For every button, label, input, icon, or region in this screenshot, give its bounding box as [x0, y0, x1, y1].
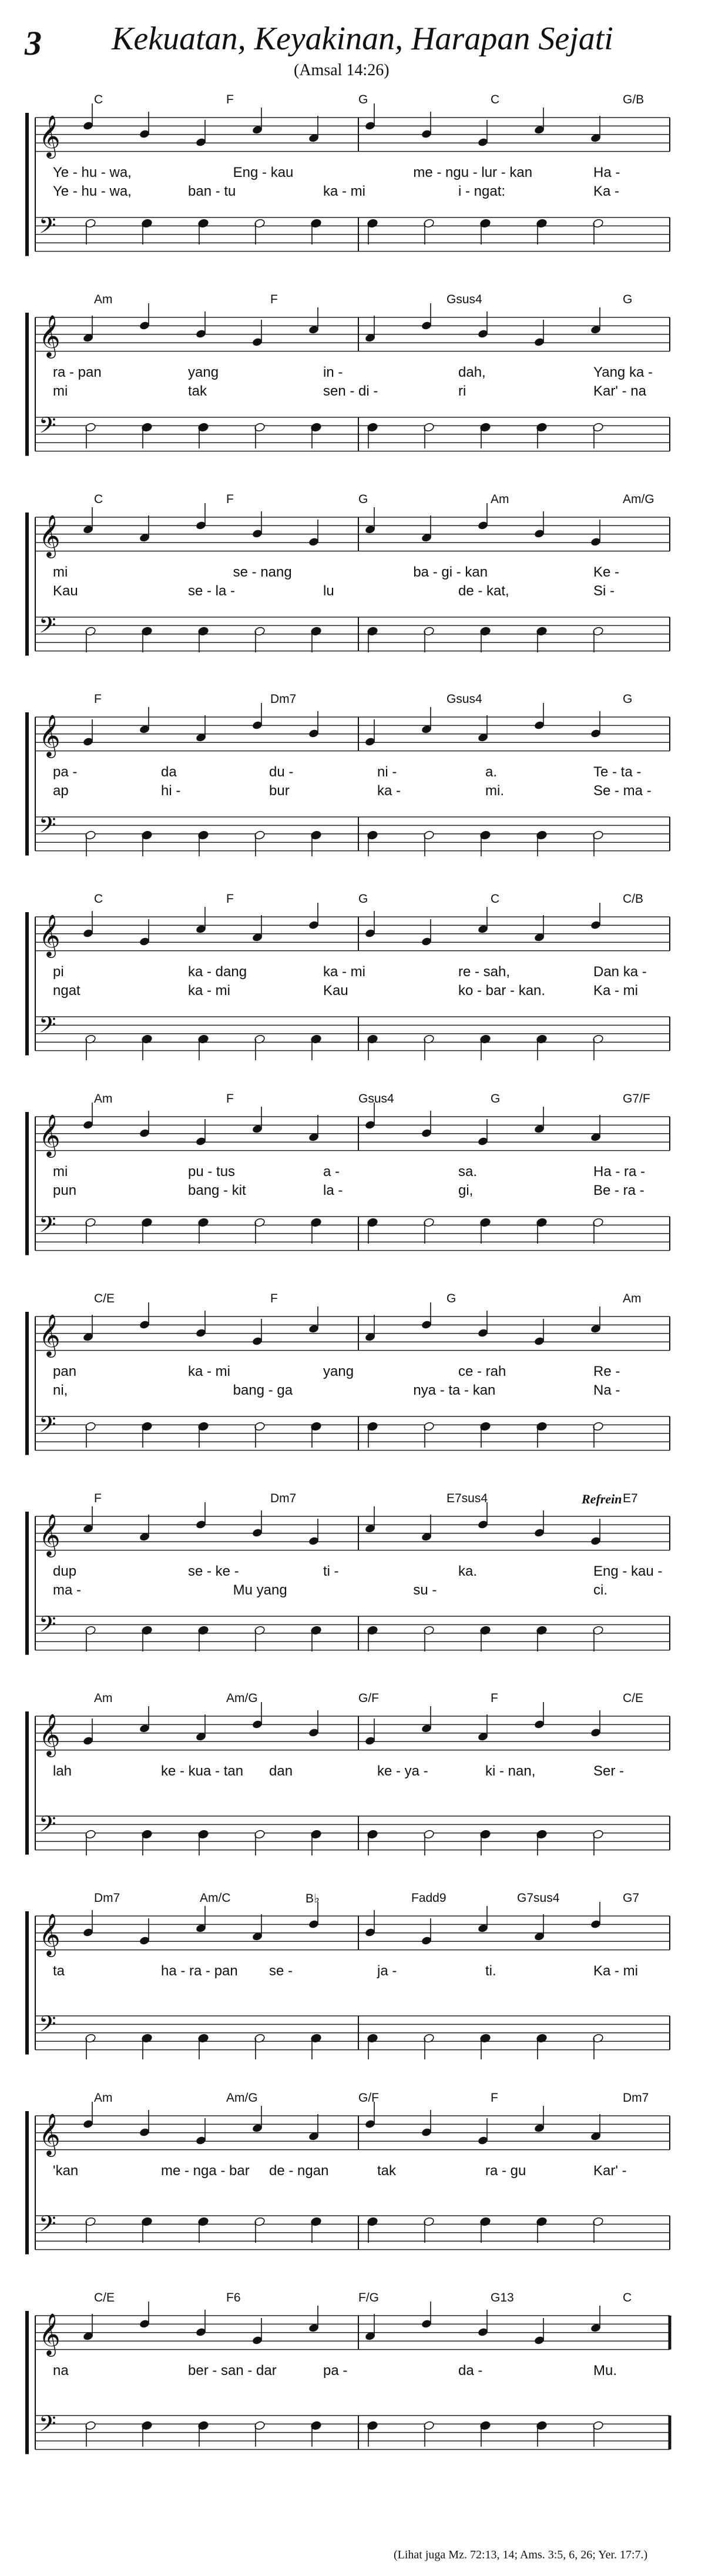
lyric-verse-1: mi: [53, 1164, 68, 1180]
treble-clef-icon: 𝄞: [39, 1313, 61, 1356]
treble-clef-icon: 𝄞: [39, 1713, 61, 1756]
chord-symbol: G: [358, 892, 368, 906]
lyric-verse-1: Te - ta -: [593, 764, 642, 780]
lyric-verse-1: ce - rah: [458, 1364, 506, 1379]
lyric-verse-2: pun: [53, 1183, 77, 1198]
footnote-references: (Lihat juga Mz. 72:13, 14; Ams. 3:5, 6, 26; Yer. 17:7.): [394, 2548, 648, 2561]
lyric-verse-2: la -: [323, 1183, 343, 1198]
lyric-verse-1: da: [161, 764, 177, 780]
music-system: [0, 887, 705, 1081]
chord-symbol: C/B: [623, 892, 644, 906]
chord-symbol: G: [358, 93, 368, 106]
bass-staff: [35, 212, 670, 252]
chord-symbol: E7sus4: [446, 1492, 488, 1505]
lyric-verse-1: pa -: [323, 2363, 348, 2379]
lyric-verse-1: 'kan: [53, 2163, 79, 2179]
lyric-verse-1: Ha -: [593, 165, 620, 180]
treble-staff: [35, 114, 670, 159]
music-system: [0, 1087, 705, 1281]
lyric-verse-1: Eng - kau: [233, 165, 294, 180]
chord-symbol: F: [226, 493, 234, 506]
lyric-verse-2: hi -: [161, 783, 181, 799]
bass-staff: [35, 412, 670, 451]
hymn-title: Kekuatan, Keyakinan, Harapan Sejati: [112, 21, 613, 57]
chord-symbol: Gsus4: [446, 293, 482, 306]
treble-clef-icon: 𝄞: [39, 1513, 61, 1556]
lyric-verse-2: lu: [323, 583, 334, 599]
lyric-verse-1: ti -: [323, 1563, 339, 1579]
lyric-verse-2: ko - bar - kan.: [458, 983, 546, 999]
lyric-verse-2: ka - mi: [188, 983, 230, 999]
lyric-verse-2: Kau: [53, 583, 78, 599]
music-system: [0, 488, 705, 682]
treble-staff: [35, 1912, 670, 1957]
lyric-verse-1: dah,: [458, 364, 486, 380]
lyric-verse-2: Kau: [323, 983, 348, 999]
lyric-verse-2: mi.: [485, 783, 504, 799]
lyric-verse-2: ban - tu: [188, 183, 236, 199]
music-system: [0, 1287, 705, 1481]
bass-staff: [35, 2410, 670, 2450]
lyric-verse-1: se - ke -: [188, 1563, 239, 1579]
bass-clef-icon: 𝄢: [39, 2210, 56, 2242]
chord-symbol: G: [491, 1092, 501, 1106]
lyric-verse-1: du -: [269, 764, 294, 780]
lyric-verse-1: mi: [53, 564, 68, 580]
chord-symbol: F: [226, 1092, 234, 1106]
lyric-verse-1: pu - tus: [188, 1164, 236, 1180]
lyric-verse-1: Ser -: [593, 1763, 625, 1779]
lyric-verse-1: ra - pan: [53, 364, 102, 380]
lyric-verse-1: Ye - hu - wa,: [53, 165, 132, 180]
lyric-verse-1: Ha - ra -: [593, 1164, 646, 1180]
chord-symbol: C: [94, 493, 103, 506]
treble-staff: [35, 514, 670, 558]
treble-staff: [35, 2112, 670, 2157]
chord-symbol: Am/G: [226, 2091, 258, 2105]
lyric-verse-1: Kar' -: [593, 2163, 627, 2179]
lyric-verse-1: ka.: [458, 1563, 478, 1579]
lyric-verse-1: ti.: [485, 1963, 496, 1979]
chord-symbol: Dm7: [623, 2091, 649, 2105]
lyric-verse-1: ka - mi: [188, 1364, 230, 1379]
music-system: [0, 1687, 705, 1881]
bass-staff: [35, 2011, 670, 2050]
lyric-verse-1: Re -: [593, 1364, 620, 1379]
lyric-verse-1: se -: [269, 1963, 293, 1979]
lyric-verse-1: Eng - kau -: [593, 1563, 663, 1579]
chord-symbol: Gsus4: [446, 692, 482, 706]
lyric-verse-1: in -: [323, 364, 343, 380]
music-system: [0, 1487, 705, 1681]
lyric-verse-2: Se - ma -: [593, 783, 652, 799]
bass-clef-icon: 𝄢: [39, 1611, 56, 1643]
lyric-verse-1: ba - gi - kan: [413, 564, 488, 580]
music-system: [0, 2286, 705, 2480]
chord-symbol: Am: [491, 493, 509, 506]
chord-symbol: C: [94, 892, 103, 906]
chord-symbol: G13: [491, 2291, 514, 2304]
bass-clef-icon: 𝄢: [39, 1011, 56, 1043]
bass-staff: [35, 1411, 670, 1451]
lyric-verse-1: ja -: [377, 1963, 397, 1979]
lyric-verse-1: lah: [53, 1763, 72, 1779]
chord-symbol: G: [446, 1292, 456, 1305]
treble-staff: [35, 1113, 670, 1158]
lyric-verse-1: pan: [53, 1364, 77, 1379]
staff-svg: [0, 1887, 705, 2081]
bass-staff: [35, 1611, 670, 1650]
lyric-verse-1: re - sah,: [458, 964, 511, 980]
chord-symbol: C/E: [94, 2291, 115, 2304]
refrain-label: Refrein: [582, 1492, 622, 1506]
lyric-verse-2: se - la -: [188, 583, 236, 599]
treble-clef-icon: 𝄞: [39, 114, 61, 157]
chord-symbol: G: [623, 293, 633, 306]
bass-staff: [35, 1211, 670, 1251]
bass-clef-icon: 𝄢: [39, 1211, 56, 1243]
lyric-verse-2: tak: [188, 383, 207, 399]
lyric-verse-1: sa.: [458, 1164, 478, 1180]
lyric-verse-2: sen - di -: [323, 383, 378, 399]
lyric-verse-2: gi,: [458, 1183, 474, 1198]
lyric-verse-2: Mu yang: [233, 1582, 287, 1598]
lyric-verse-1: yang: [323, 1364, 354, 1379]
lyric-verse-2: Kar' - na: [593, 383, 646, 399]
lyric-verse-1: ber - san - dar: [188, 2363, 277, 2379]
lyric-verse-2: bang - kit: [188, 1183, 246, 1198]
staff-svg: [0, 2286, 705, 2480]
lyric-verse-1: ta: [53, 1963, 65, 1979]
lyric-verse-1: de - ngan: [269, 2163, 329, 2179]
lyric-verse-2: Si -: [593, 583, 615, 599]
hymn-header: [0, 0, 705, 79]
lyric-verse-2: Ka -: [593, 183, 620, 199]
lyric-verse-1: ni -: [377, 764, 397, 780]
chord-symbol: Am: [94, 2091, 113, 2105]
music-system: [0, 288, 705, 482]
chord-symbol: Am/G: [623, 493, 654, 506]
bass-staff: [35, 1811, 670, 1850]
chord-symbol: F: [94, 692, 102, 706]
bass-clef-icon: 𝄢: [39, 1811, 56, 1843]
lyric-verse-1: na: [53, 2363, 69, 2379]
lyric-verse-2: ni,: [53, 1382, 68, 1398]
lyric-verse-1: da -: [458, 2363, 483, 2379]
staff-svg: [0, 1687, 705, 1881]
chord-symbol: Dm7: [270, 692, 297, 706]
lyric-verse-1: pa -: [53, 764, 78, 780]
treble-staff: [35, 2312, 670, 2357]
music-system: [0, 688, 705, 882]
chord-symbol: C/E: [94, 1292, 115, 1305]
lyric-verse-1: dan: [269, 1763, 293, 1779]
chord-symbol: G: [623, 692, 633, 706]
lyric-verse-2: ngat: [53, 983, 80, 999]
chord-symbol: Dm7: [94, 1891, 120, 1905]
bass-clef-icon: 𝄢: [39, 2410, 56, 2442]
chord-symbol: Fadd9: [411, 1891, 446, 1905]
treble-clef-icon: 𝄞: [39, 913, 61, 956]
lyric-verse-1: ka - dang: [188, 964, 247, 980]
chord-symbol: F: [270, 1292, 278, 1305]
chord-symbol: G/F: [358, 2091, 379, 2105]
chord-symbol: C: [491, 892, 500, 906]
treble-staff: [35, 1513, 670, 1557]
bass-clef-icon: 𝄢: [39, 412, 56, 444]
chord-symbol: F6: [226, 2291, 241, 2304]
lyric-verse-1: Yang ka -: [593, 364, 653, 380]
lyric-verse-2: Be - ra -: [593, 1183, 644, 1198]
chord-symbol: F: [491, 1691, 498, 1705]
chord-symbol: Am/G: [226, 1691, 258, 1705]
treble-staff: [35, 713, 670, 758]
lyric-verse-2: ma -: [53, 1582, 81, 1598]
chord-symbol: C: [491, 93, 500, 106]
chord-symbol: Am/C: [200, 1891, 231, 1905]
chord-symbol: Am: [623, 1292, 642, 1305]
lyric-verse-2: mi: [53, 383, 68, 399]
chord-symbol: G7: [623, 1891, 640, 1905]
treble-staff: [35, 913, 670, 958]
scripture-reference: (Amsal 14:26): [294, 61, 390, 79]
staff-svg: [0, 2086, 705, 2280]
chord-symbol: C: [94, 93, 103, 106]
lyric-verse-2: su -: [413, 1582, 437, 1598]
lyric-verse-1: ki - nan,: [485, 1763, 536, 1779]
treble-clef-icon: 𝄞: [39, 1113, 61, 1156]
treble-staff: [35, 1313, 670, 1358]
lyric-verse-2: bur: [269, 783, 290, 799]
lyric-verse-1: pi: [53, 964, 64, 980]
treble-clef-icon: 𝄞: [39, 2112, 61, 2155]
bass-staff: [35, 812, 670, 851]
bass-clef-icon: 𝄢: [39, 1411, 56, 1443]
lyric-verse-2: ka - mi: [323, 183, 365, 199]
chord-symbol: B♭: [306, 1892, 320, 1905]
music-system: [0, 1887, 705, 2081]
lyric-verse-1: ra - gu: [485, 2163, 526, 2179]
lyric-verse-2: Ka - mi: [593, 983, 639, 999]
lyric-verse-2: ri: [458, 383, 466, 399]
chord-symbol: Gsus4: [358, 1092, 394, 1106]
bass-clef-icon: 𝄢: [39, 2011, 56, 2042]
treble-clef-icon: 𝄞: [39, 1912, 61, 1955]
lyric-verse-1: me - ngu - lur - kan: [413, 165, 533, 180]
chord-symbol: F: [270, 293, 278, 306]
chord-symbol: C: [623, 2291, 632, 2304]
chord-symbol: F: [94, 1492, 102, 1505]
lyric-verse-1: a -: [323, 1164, 340, 1180]
chord-symbol: E7: [623, 1492, 638, 1505]
lyric-verse-1: ha - ra - pan: [161, 1963, 238, 1979]
bass-clef-icon: 𝄢: [39, 812, 56, 843]
lyric-verse-2: i - ngat:: [458, 183, 506, 199]
lyric-verse-2: ap: [53, 783, 69, 799]
chord-symbol: F: [491, 2091, 498, 2105]
chord-symbol: Am: [94, 1691, 113, 1705]
lyric-verse-1: Ke -: [593, 564, 620, 580]
treble-staff: [35, 314, 670, 359]
chord-symbol: G7sus4: [517, 1891, 560, 1905]
lyric-verse-1: ke - ya -: [377, 1763, 428, 1779]
lyric-verse-1: dup: [53, 1563, 77, 1579]
music-system: [0, 2086, 705, 2280]
bass-clef-icon: 𝄢: [39, 212, 56, 244]
chord-symbol: C/E: [623, 1691, 644, 1705]
chord-symbol: Am: [94, 293, 113, 306]
treble-clef-icon: 𝄞: [39, 713, 61, 756]
lyric-verse-2: Na -: [593, 1382, 620, 1398]
chord-symbol: G: [358, 493, 368, 506]
lyric-verse-1: tak: [377, 2163, 397, 2179]
lyric-verse-1: ke - kua - tan: [161, 1763, 244, 1779]
treble-staff: [35, 1713, 670, 1757]
chord-symbol: F: [226, 93, 234, 106]
lyric-verse-1: Ka - mi: [593, 1963, 639, 1979]
chord-symbol: G/B: [623, 93, 644, 106]
lyric-verse-1: se - nang: [233, 564, 292, 580]
lyric-verse-1: yang: [188, 364, 219, 380]
lyric-verse-1: ka - mi: [323, 964, 365, 980]
treble-clef-icon: 𝄞: [39, 2312, 61, 2355]
chord-symbol: G7/F: [623, 1092, 650, 1106]
treble-clef-icon: 𝄞: [39, 514, 61, 557]
music-system: [0, 88, 705, 282]
lyric-verse-2: nya - ta - kan: [413, 1382, 496, 1398]
lyric-verse-1: a.: [485, 764, 498, 780]
lyric-verse-2: Ye - hu - wa,: [53, 183, 132, 199]
chord-symbol: F: [226, 892, 234, 906]
chord-symbol: Dm7: [270, 1492, 297, 1505]
treble-clef-icon: 𝄞: [39, 314, 61, 357]
chord-symbol: G/F: [358, 1691, 379, 1705]
lyric-verse-2: de - kat,: [458, 583, 509, 599]
chord-symbol: Am: [94, 1092, 113, 1106]
chord-symbol: F/G: [358, 2291, 379, 2304]
lyric-verse-1: Mu.: [593, 2363, 617, 2379]
lyric-verse-1: me - nga - bar: [161, 2163, 250, 2179]
bass-clef-icon: 𝄢: [39, 612, 56, 644]
lyric-verse-2: ci.: [593, 1582, 607, 1598]
lyric-verse-2: bang - ga: [233, 1382, 293, 1398]
bass-staff: [35, 2210, 670, 2250]
bass-staff: [35, 1011, 670, 1051]
hymn-number: 3: [25, 24, 42, 62]
lyric-verse-1: Dan ka -: [593, 964, 647, 980]
bass-staff: [35, 612, 670, 651]
lyric-verse-2: ka -: [377, 783, 401, 799]
